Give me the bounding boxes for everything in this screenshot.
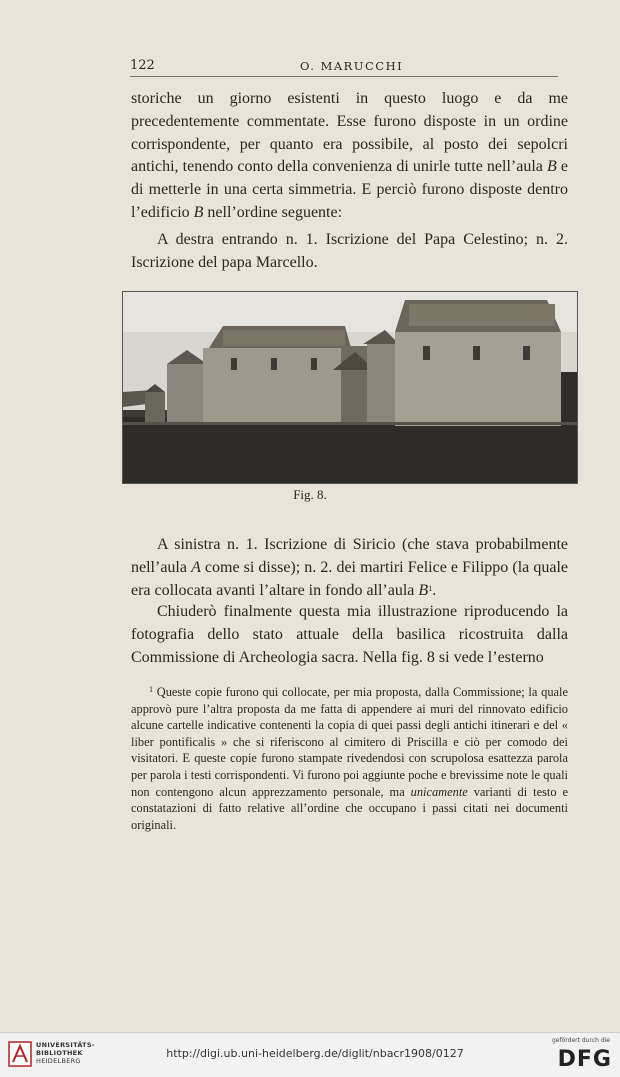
funding-note: gefördert durch die: [552, 1037, 610, 1044]
viewer-footer: [0, 1032, 620, 1077]
basilica-photo-illustration: [123, 292, 577, 483]
running-title: O. MARUCCHI: [300, 59, 404, 73]
header-rule: [130, 76, 558, 77]
footnote: $^1$ Queste copie furono qui collocate, per mia proposta, dalla Commissione; la quale approvò pure l’altra proposta da me fatta di appendere ai muri del rinnovato edificio alcune cartelle indicative contenenti la copia di quei passi degli antichi itinerari e del « liber pontificalis » che si riferiscono al cimitero di Priscilla e ciò per comodo dei visitatori. E queste copie furono stampate rivedendosi con scrupolosa esattezza parola per parola i testi corrispondenti. Vi furono poi aggiunte poche e brevissime note le quali non contengono alcun apprezzamento personale, ma unicamente varianti di testo e constatazioni di fatto relative all’ordine che occupano i passi citati nei documenti originali.: [131, 685, 568, 832]
paragraph-3: A sinistra n. 1. Iscrizione di Siricio (che stava probabilmente nell’aula A come si disse); n. 2. dei martiri Felice e Filippo (la quale era collocata avanti l’altare in fondo all’aula $B^1$.: [131, 536, 569, 599]
library-name: UNIVERSITÄTS- BIBLIOTHEK HEIDELBERG: [36, 1041, 95, 1065]
figure-caption: Fig. 8.: [293, 487, 327, 502]
page-number: 122: [130, 58, 155, 73]
page-header: [130, 58, 558, 78]
paragraph-1: storiche un giorno esistenti in questo luogo e da me precedentemente commentate. Esse furono disposte in un ordine corrispondente, per quanto era possibile, al posto dei sepolcri antichi, tenendo conto della convenienza di unirle tutte nell’aula B e di metterle in una certa simmetria. E perciò furono disposte dentro l’edificio B nell’ordine seguente:: [131, 90, 568, 221]
paragraph-2: A destra entrando n. 1. Iscrizione del Papa Celestino; n. 2. Iscrizione del papa Marcello.: [131, 231, 568, 271]
dfg-logo: DFG: [557, 1047, 612, 1072]
footnote-ref: 1: [428, 583, 433, 593]
university-library-logo-icon: [8, 1040, 32, 1068]
permalink-url[interactable]: http://digi.ub.uni-heidelberg.de/diglit/nbacr1908/0127: [166, 1047, 464, 1060]
footnote-marker: 1: [149, 685, 153, 694]
basilica-photograph: [122, 291, 578, 484]
paragraph-4: Chiuderò finalmente questa mia illustrazione riproducendo la fotografia dello stato attuale della basilica ricostruita dalla Commissione di Archeologia sacra. Nella fig. 8 si vede l’esterno: [131, 603, 568, 666]
